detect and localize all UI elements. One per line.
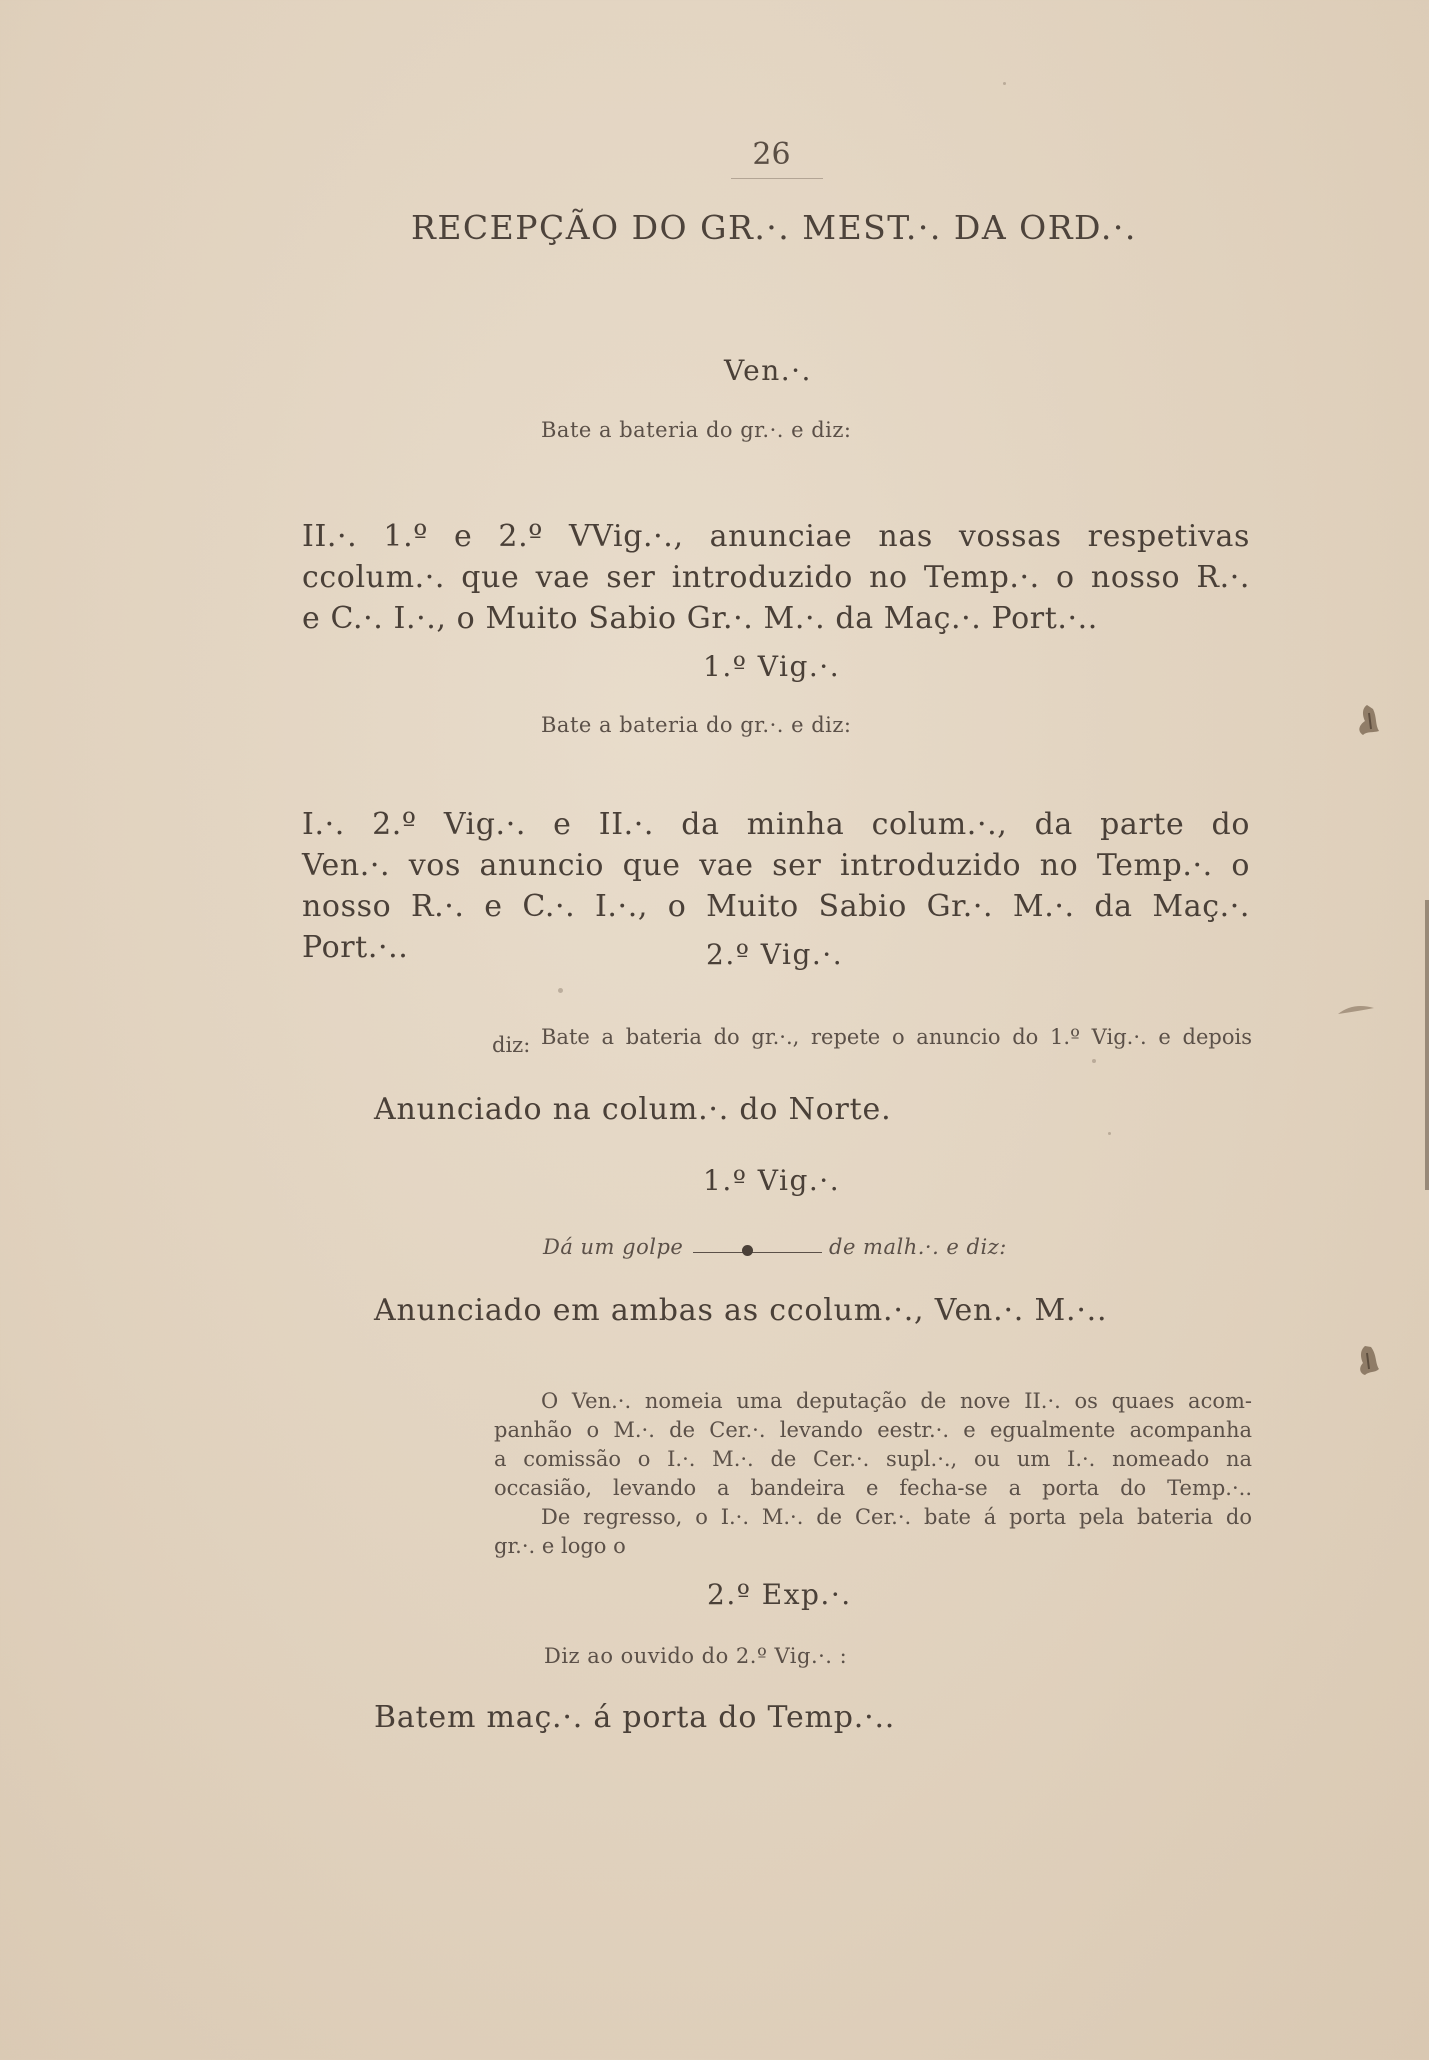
speech-line: Port.·..: [302, 930, 409, 965]
paper-speck: [1108, 1132, 1111, 1135]
stage-direction-italic: de malh.·. e diz:: [829, 1235, 1007, 1259]
stage-direction: Bate a bateria do gr.·., repete o anuncio do 1.º Vig.·. e depois: [541, 1025, 1252, 1049]
stage-direction: diz:: [492, 1033, 531, 1057]
speech-line: Batem maç.·. á porta do Temp.·..: [374, 1700, 896, 1735]
speech-line: nosso R.·. e C.·. I.·., o Muito Sabio Gr.·. M.·. da Maç.·.: [302, 889, 1250, 924]
page-edge-shadow: [1425, 900, 1429, 1190]
speaker-ven: Ven.·.: [724, 354, 812, 387]
narrative-line: a comissão o I.·. M.·. de Cer.·. supl.·., ou um I.·. nomeado na: [494, 1447, 1252, 1471]
narrative-line: O Ven.·. nomeia uma deputação de nove II.·. os quaes acom-: [541, 1389, 1252, 1413]
speaker-1-vig: 1.º Vig.·.: [703, 650, 841, 683]
speech-line: II.·. 1.º e 2.º VVig.·., anunciae nas vossas respetivas: [302, 519, 1250, 554]
speaker-1-vig-second: 1.º Vig.·.: [703, 1164, 841, 1197]
stage-direction-italic: Dá um golpe: [543, 1235, 684, 1259]
page-number-rule: [731, 178, 823, 179]
paper-speck: [1092, 1059, 1096, 1063]
mallet-stroke-dot-icon: [742, 1245, 753, 1256]
mallet-stroke-line: [693, 1252, 822, 1253]
narrative-line: De regresso, o I.·. M.·. de Cer.·. bate á porta pela bateria do: [541, 1505, 1252, 1529]
page-title: RECEPÇÃO DO GR.·. MEST.·. DA ORD.·.: [411, 208, 1137, 247]
speech-line: Ven.·. vos anuncio que vae ser introduzido no Temp.·. o: [302, 848, 1250, 883]
speaker-2-vig: 2.º Vig.·.: [706, 938, 844, 971]
stage-direction: Bate a bateria do gr.·. e diz:: [541, 418, 852, 442]
speech-line: Anunciado em ambas as ccolum.·., Ven.·. M.·..: [374, 1293, 1108, 1328]
paper-clip-mark-icon: [1353, 703, 1383, 737]
stage-direction: Bate a bateria do gr.·. e diz:: [541, 713, 852, 737]
stage-direction: Diz ao ouvido do 2.º Vig.·. :: [544, 1644, 848, 1668]
speech-line: ccolum.·. que vae ser introduzido no Temp.·. o nosso R.·.: [302, 560, 1250, 595]
narrative-line: gr.·. e logo o: [494, 1534, 626, 1558]
speaker-2-exp: 2.º Exp.·.: [707, 1578, 852, 1611]
speech-line: I.·. 2.º Vig.·. e II.·. da minha colum.·., da parte do: [302, 807, 1250, 842]
paper-nick-mark-icon: [1336, 1000, 1376, 1020]
narrative-line: panhão o M.·. de Cer.·. levando eestr.·. e egualmente acompanha: [494, 1418, 1252, 1442]
page-number: 26: [752, 137, 791, 172]
narrative-line: occasião, levando a bandeira e fecha-se a porta do Temp.·..: [494, 1476, 1252, 1500]
speech-line: e C.·. I.·., o Muito Sabio Gr.·. M.·. da Maç.·. Port.·..: [302, 601, 1098, 636]
speech-line: Anunciado na colum.·. do Norte.: [374, 1092, 892, 1127]
paper-clip-mark-icon: [1353, 1343, 1383, 1377]
paper-speck: [558, 988, 563, 993]
paper-speck: [1003, 82, 1006, 85]
